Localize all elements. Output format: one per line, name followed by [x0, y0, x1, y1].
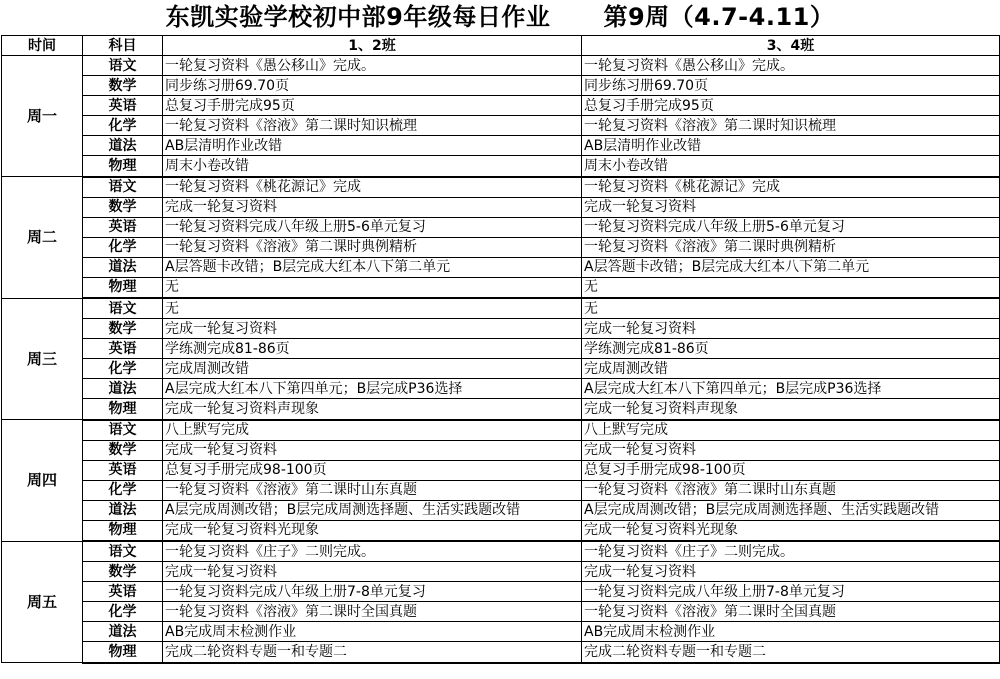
task-class-3-4: 总复习手册完成95页 [582, 96, 1000, 116]
homework-row [2, 562, 1000, 582]
header-class-3-4: 3、4班 [582, 36, 1000, 56]
subject-cell: 数学 [83, 76, 163, 96]
task-class-1-2: 一轮复习资料《桃花源记》完成 [163, 177, 582, 198]
task-class-3-4: 一轮复习资料完成八年级上册5-6单元复习 [582, 217, 1000, 237]
subject-cell: 物理 [83, 277, 163, 298]
task-class-1-2: A层完成周测改错；B层完成周测选择题、生活实践题改错 [163, 500, 582, 520]
task-class-3-4: 学练测完成81-86页 [582, 339, 1000, 359]
task-class-3-4: 完成一轮复习资料光现象 [582, 520, 1000, 541]
task-class-3-4: A层完成周测改错；B层完成周测选择题、生活实践题改错 [582, 500, 1000, 520]
homework-row [2, 56, 1000, 76]
homework-row [2, 177, 1000, 198]
subject-cell: 数学 [83, 440, 163, 460]
task-class-3-4: 完成一轮复习资料 [582, 197, 1000, 217]
homework-row [2, 298, 1000, 319]
task-class-3-4: 一轮复习资料《溶液》第二课时典例精析 [582, 237, 1000, 257]
task-class-1-2: 一轮复习资料《庄子》二则完成。 [163, 541, 582, 562]
subject-cell: 化学 [83, 480, 163, 500]
subject-cell: 道法 [83, 257, 163, 277]
task-class-3-4: 完成周测改错 [582, 359, 1000, 379]
task-class-1-2: 同步练习册69.70页 [163, 76, 582, 96]
task-class-3-4: A层答题卡改错；B层完成大红本八下第二单元 [582, 257, 1000, 277]
homework-row [2, 440, 1000, 460]
subject-cell: 语文 [83, 56, 163, 76]
task-class-3-4: 周末小卷改错 [582, 156, 1000, 177]
homework-row [2, 339, 1000, 359]
subject-cell: 语文 [83, 298, 163, 319]
task-class-3-4: 无 [582, 298, 1000, 319]
subject-cell: 化学 [83, 116, 163, 136]
subject-cell: 数学 [83, 197, 163, 217]
task-class-3-4: 一轮复习资料《溶液》第二课时全国真题 [582, 602, 1000, 622]
task-class-1-2: 周末小卷改错 [163, 156, 582, 177]
task-class-3-4: 一轮复习资料《庄子》二则完成。 [582, 541, 1000, 562]
homework-row [2, 420, 1000, 441]
task-class-3-4: 完成二轮资料专题一和专题二 [582, 642, 1000, 663]
homework-row [2, 156, 1000, 177]
subject-cell: 物理 [83, 156, 163, 177]
task-class-3-4: A层完成大红本八下第四单元；B层完成P36选择 [582, 379, 1000, 399]
homework-row [2, 500, 1000, 520]
subject-cell: 英语 [83, 582, 163, 602]
task-class-1-2: 无 [163, 277, 582, 298]
task-class-3-4: 完成一轮复习资料 [582, 440, 1000, 460]
task-class-1-2: AB完成周末检测作业 [163, 622, 582, 642]
header-class-1-2: 1、2班 [163, 36, 582, 56]
homework-row [2, 116, 1000, 136]
task-class-3-4: 一轮复习资料《溶液》第二课时知识梳理 [582, 116, 1000, 136]
task-class-3-4: 一轮复习资料《愚公移山》完成。 [582, 56, 1000, 76]
homework-row [2, 319, 1000, 339]
task-class-1-2: A层答题卡改错；B层完成大红本八下第二单元 [163, 257, 582, 277]
homework-body [2, 56, 1000, 663]
task-class-1-2: 八上默写完成 [163, 420, 582, 441]
subject-cell: 语文 [83, 420, 163, 441]
homework-row [2, 642, 1000, 663]
subject-cell: 道法 [83, 500, 163, 520]
subject-cell: 语文 [83, 541, 163, 562]
task-class-3-4: AB完成周末检测作业 [582, 622, 1000, 642]
homework-row [2, 460, 1000, 480]
day-label: 周三 [2, 298, 83, 420]
task-class-1-2: 一轮复习资料《溶液》第二课时知识梳理 [163, 116, 582, 136]
subject-cell: 化学 [83, 359, 163, 379]
day-label: 周四 [2, 420, 83, 542]
homework-row [2, 379, 1000, 399]
task-class-1-2: 总复习手册完成98-100页 [163, 460, 582, 480]
task-class-1-2: 一轮复习资料完成八年级上册7-8单元复习 [163, 582, 582, 602]
task-class-1-2: 总复习手册完成95页 [163, 96, 582, 116]
task-class-1-2: 完成二轮资料专题一和专题二 [163, 642, 582, 663]
day-label: 周五 [2, 541, 83, 663]
task-class-3-4: 八上默写完成 [582, 420, 1000, 441]
homework-row [2, 359, 1000, 379]
day-label: 周一 [2, 56, 83, 177]
task-class-1-2: 完成一轮复习资料光现象 [163, 520, 582, 541]
task-class-3-4: 完成一轮复习资料声现象 [582, 399, 1000, 420]
subject-cell: 物理 [83, 399, 163, 420]
task-class-3-4: 同步练习册69.70页 [582, 76, 1000, 96]
task-class-1-2: 完成一轮复习资料声现象 [163, 399, 582, 420]
subject-cell: 数学 [83, 319, 163, 339]
homework-row [2, 602, 1000, 622]
subject-cell: 数学 [83, 562, 163, 582]
task-class-3-4: 完成一轮复习资料 [582, 319, 1000, 339]
task-class-1-2: 一轮复习资料《溶液》第二课时山东真题 [163, 480, 582, 500]
homework-row [2, 622, 1000, 642]
task-class-1-2: AB层清明作业改错 [163, 136, 582, 156]
homework-row [2, 541, 1000, 562]
homework-row [2, 480, 1000, 500]
homework-row [2, 257, 1000, 277]
task-class-1-2: 学练测完成81-86页 [163, 339, 582, 359]
homework-row [2, 96, 1000, 116]
task-class-1-2: 完成周测改错 [163, 359, 582, 379]
subject-cell: 道法 [83, 136, 163, 156]
header-row [2, 36, 1000, 56]
task-class-1-2: 无 [163, 298, 582, 319]
subject-cell: 英语 [83, 460, 163, 480]
homework-row [2, 217, 1000, 237]
subject-cell: 化学 [83, 237, 163, 257]
header-time: 时间 [2, 36, 83, 56]
homework-row [2, 520, 1000, 541]
task-class-1-2: 一轮复习资料《溶液》第二课时典例精析 [163, 237, 582, 257]
task-class-3-4: 完成一轮复习资料 [582, 562, 1000, 582]
homework-row [2, 399, 1000, 420]
task-class-3-4: 一轮复习资料《溶液》第二课时山东真题 [582, 480, 1000, 500]
subject-cell: 英语 [83, 217, 163, 237]
subject-cell: 道法 [83, 379, 163, 399]
task-class-3-4: 一轮复习资料完成八年级上册7-8单元复习 [582, 582, 1000, 602]
subject-cell: 语文 [83, 177, 163, 198]
task-class-1-2: 一轮复习资料《愚公移山》完成。 [163, 56, 582, 76]
homework-row [2, 237, 1000, 257]
task-class-3-4: 无 [582, 277, 1000, 298]
sheet-title: 东凯实验学校初中部9年级每日作业 第9周（4.7-4.11） [165, 3, 835, 31]
task-class-3-4: 一轮复习资料《桃花源记》完成 [582, 177, 1000, 198]
homework-row [2, 582, 1000, 602]
task-class-1-2: 完成一轮复习资料 [163, 562, 582, 582]
homework-row [2, 277, 1000, 298]
subject-cell: 道法 [83, 622, 163, 642]
subject-cell: 英语 [83, 339, 163, 359]
task-class-1-2: 完成一轮复习资料 [163, 440, 582, 460]
task-class-3-4: AB层清明作业改错 [582, 136, 1000, 156]
task-class-1-2: A层完成大红本八下第四单元；B层完成P36选择 [163, 379, 582, 399]
task-class-1-2: 完成一轮复习资料 [163, 319, 582, 339]
homework-row [2, 76, 1000, 96]
subject-cell: 物理 [83, 642, 163, 663]
subject-cell: 化学 [83, 602, 163, 622]
task-class-1-2: 完成一轮复习资料 [163, 197, 582, 217]
day-label: 周二 [2, 177, 83, 299]
homework-table [1, 35, 1000, 664]
header-subject: 科目 [83, 36, 163, 56]
homework-row [2, 197, 1000, 217]
task-class-3-4: 总复习手册完成98-100页 [582, 460, 1000, 480]
homework-row [2, 136, 1000, 156]
subject-cell: 英语 [83, 96, 163, 116]
subject-cell: 物理 [83, 520, 163, 541]
task-class-1-2: 一轮复习资料完成八年级上册5-6单元复习 [163, 217, 582, 237]
task-class-1-2: 一轮复习资料《溶液》第二课时全国真题 [163, 602, 582, 622]
